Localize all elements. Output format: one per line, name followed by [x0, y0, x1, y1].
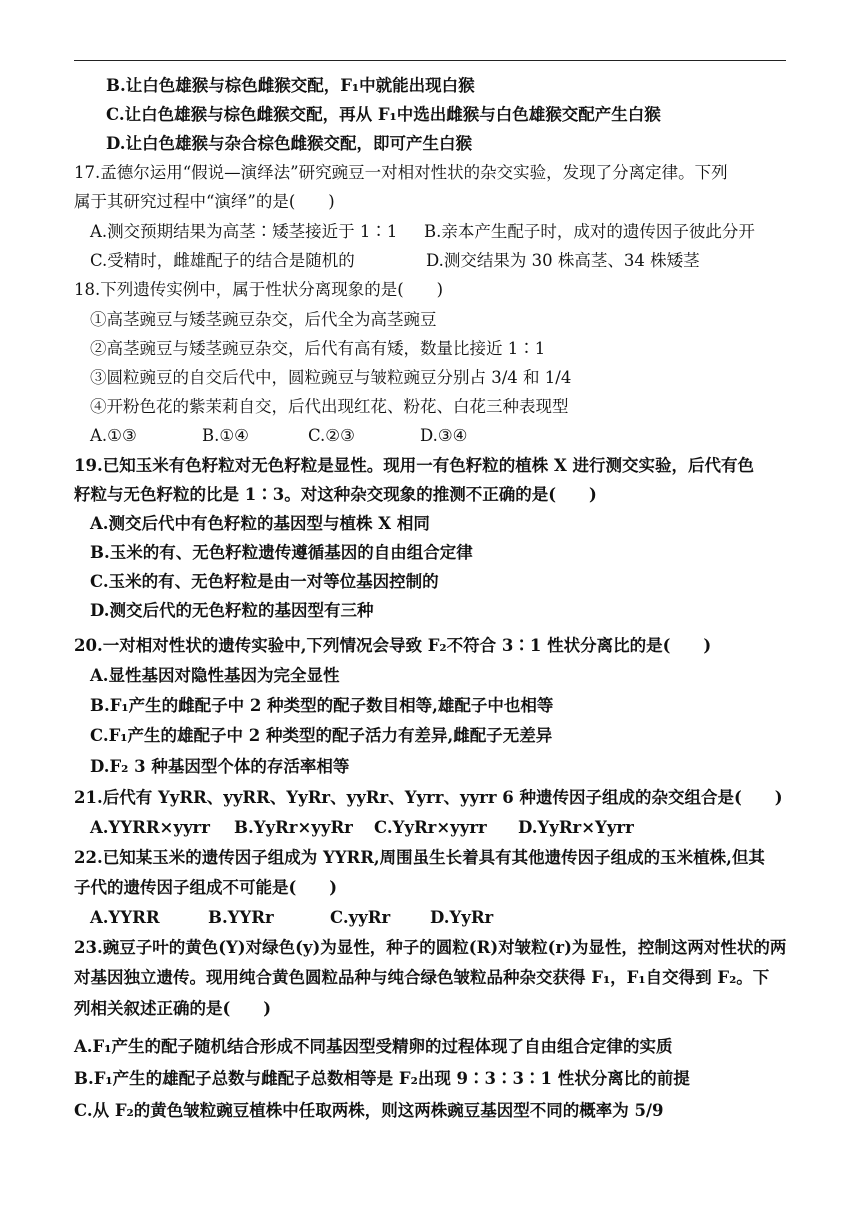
q21-option-d: D.YyRr×Yyrr — [518, 818, 634, 837]
q19-stem-line1: 19.已知玉米有色籽粒对无色籽粒是显性。现用一有色籽粒的植株 X 进行测交实验，后代有色 — [74, 456, 754, 475]
q18-option-a: A.①③ — [90, 426, 137, 445]
q22-option-d: D.YyRr — [430, 908, 494, 927]
q18-stem: 18.下列遗传实例中，属于性状分离现象的是( ) — [74, 280, 444, 299]
q16-option-d: D.让白色雄猴与杂合棕色雌猴交配，即可产生白猴 — [106, 134, 472, 153]
q18-option-c: C.②③ — [308, 426, 355, 445]
q18-option-d: D.③④ — [420, 426, 468, 445]
q23-stem-line2: 对基因独立遗传。现用纯合黄色圆粒品种与纯合绿色皱粒品种杂交获得 F₁，F₁自交得到 F₂。下 — [74, 968, 770, 987]
q20-option-d: D.F₂ 3 种基因型个体的存活率相等 — [90, 757, 350, 776]
q17-option-d: D.测交结果为 30 株高茎、34 株矮茎 — [426, 251, 700, 270]
q20-option-a: A.显性基因对隐性基因为完全显性 — [90, 666, 340, 685]
q23-stem-line1: 23.豌豆子叶的黄色(Y)对绿色(y)为显性，种子的圆粒(R)对皱粒(r)为显性，控制这两对性状的两 — [74, 938, 787, 957]
q20-stem: 20.一对相对性状的遗传实验中,下列情况会导致 F₂不符合 3∶1 性状分离比的是( ) — [74, 636, 712, 655]
header-rule — [74, 60, 786, 61]
q21-options — [90, 817, 810, 839]
q20-option-b: B.F₁产生的雌配子中 2 种类型的配子数目相等,雄配子中也相等 — [90, 696, 554, 715]
q22-option-b: B.YYRr — [208, 908, 274, 927]
q19-stem-line2: 籽粒与无色籽粒的比是 1∶3。对这种杂交现象的推测不正确的是( ) — [74, 485, 597, 504]
q19-option-d: D.测交后代的无色籽粒的基因型有三种 — [90, 601, 374, 620]
q17-options-row2 — [90, 250, 810, 272]
q18-option-b: B.①④ — [202, 426, 249, 445]
q18-item-2: ②高茎豌豆与矮茎豌豆杂交，后代有高有矮，数量比接近 1∶1 — [90, 339, 546, 358]
q23-stem-line3: 列相关叙述正确的是( ) — [74, 999, 272, 1018]
q23-option-a: A.F₁产生的配子随机结合形成不同基因型受精卵的过程体现了自由组合定律的实质 — [74, 1037, 673, 1056]
q19-option-c: C.玉米的有、无色籽粒是由一对等位基因控制的 — [90, 572, 439, 591]
q21-option-a: A.YYRR×yyrr — [90, 818, 210, 837]
q17-option-b: B.亲本产生配子时，成对的遗传因子彼此分开 — [424, 222, 755, 241]
q18-options — [90, 425, 810, 447]
q18-item-3: ③圆粒豌豆的自交后代中，圆粒豌豆与皱粒豌豆分别占 3/4 和 1/4 — [90, 368, 572, 387]
q23-option-c: C.从 F₂的黄色皱粒豌豆植株中任取两株，则这两株豌豆基因型不同的概率为 5/9 — [74, 1101, 664, 1120]
q22-option-a: A.YYRR — [90, 908, 160, 927]
q18-item-4: ④开粉色花的紫茉莉自交，后代出现红花、粉花、白花三种表现型 — [90, 397, 569, 416]
q22-stem-line2: 子代的遗传因子组成不可能是( ) — [74, 878, 338, 897]
q21-option-c: C.YyRr×yyrr — [374, 818, 487, 837]
q16-option-b: B.让白色雄猴与棕色雌猴交配，F₁中就能出现白猴 — [106, 76, 475, 95]
q18-item-1: ①高茎豌豆与矮茎豌豆杂交，后代全为高茎豌豆 — [90, 310, 437, 329]
q23-option-b: B.F₁产生的雄配子总数与雌配子总数相等是 F₂出现 9∶3∶3∶1 性状分离比的前提 — [74, 1069, 690, 1088]
q19-option-a: A.测交后代中有色籽粒的基因型与植株 X 相同 — [90, 514, 430, 533]
q21-option-b: B.YyRr×yyRr — [234, 818, 353, 837]
q22-stem-line1: 22.已知某玉米的遗传因子组成为 YYRR,周围虽生长着具有其他遗传因子组成的玉米植株,但其 — [74, 848, 765, 867]
q17-stem-line2: 属于其研究过程中“演绎”的是( ) — [74, 192, 335, 211]
q17-option-a: A.测交预期结果为高茎∶矮茎接近于 1∶1 — [90, 222, 398, 241]
q21-stem: 21.后代有 YyRR、yyRR、YyRr、yyRr、Yyrr、yyrr 6 种遗传因子组成的杂交组合是( ) — [74, 788, 783, 807]
q16-option-c: C.让白色雄猴与棕色雌猴交配，再从 F₁中选出雌猴与白色雄猴交配产生白猴 — [106, 105, 661, 124]
q19-option-b: B.玉米的有、无色籽粒遗传遵循基因的自由组合定律 — [90, 543, 473, 562]
q17-option-c: C.受精时，雌雄配子的结合是随机的 — [90, 251, 355, 270]
q22-option-c: C.yyRr — [330, 908, 391, 927]
q22-options — [90, 907, 810, 929]
q20-option-c: C.F₁产生的雄配子中 2 种类型的配子活力有差异,雌配子无差异 — [90, 726, 553, 745]
q17-stem-line1: 17.孟德尔运用“假说—演绎法”研究豌豆一对相对性状的杂交实验，发现了分离定律。下列 — [74, 163, 728, 182]
q17-options-row1 — [90, 221, 810, 243]
